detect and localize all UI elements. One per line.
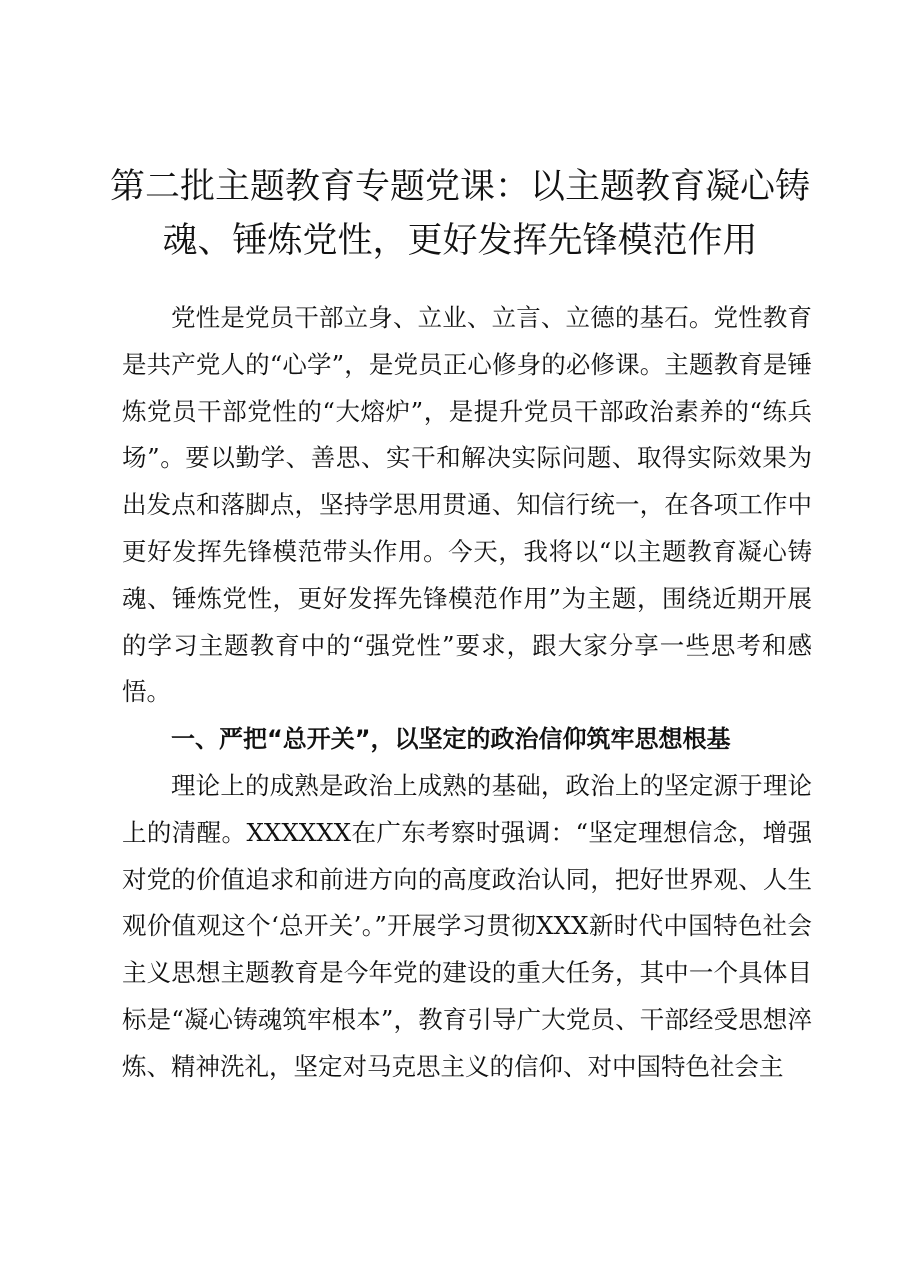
title-line-1: 第二批主题教育专题党课：以主题教育凝心铸 — [109, 167, 810, 207]
title-line-2: 魂、锤炼党性，更好发挥先锋模范作用 — [162, 221, 758, 261]
paragraph-section-1: 理论上的成熟是政治上成熟的基础，政治上的坚定源于理论上的清醒。XXXXXX在广东考察时强调：“坚定理想信念，增强对党的价值追求和前进方向的高度政治认同，把好世界观、人生观价值观这个‘总开关’。”开展学习贯彻XXX新时代中国特色社会主义思想主题教育是今年党的建设的重大任务，其中一个具体目标是“凝心铸魂筑牢根本”，教育引导广大党员、干部经受思想淬炼、精神洗礼，坚定对马克思主义的信仰、对中国特色社会主 — [122, 770, 812, 1081]
paragraph-intro: 党性是党员干部立身、立业、立言、立德的基石。党性教育是共产党人的“心学”，是党员正心修身的必修课。主题教育是锤炼党员干部党性的“大熔炉”，是提升党员干部政治素养的“练兵场”。要以勤学、善思、实干和解决实际问题、取得实际效果为出发点和落脚点，坚持学思用贯通、知信行统一，在各项工作中更好发挥先锋模范带头作用。今天，我将以“以主题教育凝心铸魂、锤炼党性，更好发挥先锋模范作用”为主题，围绕近期开展的学习主题教育中的“强党性”要求，跟大家分享一些思考和感悟。 — [122, 303, 812, 707]
document-title — [100, 160, 820, 268]
document-body — [122, 295, 812, 1091]
section-heading-1: 一、严把“总开关”，以坚定的政治信仰筑牢思想根基 — [171, 725, 731, 754]
